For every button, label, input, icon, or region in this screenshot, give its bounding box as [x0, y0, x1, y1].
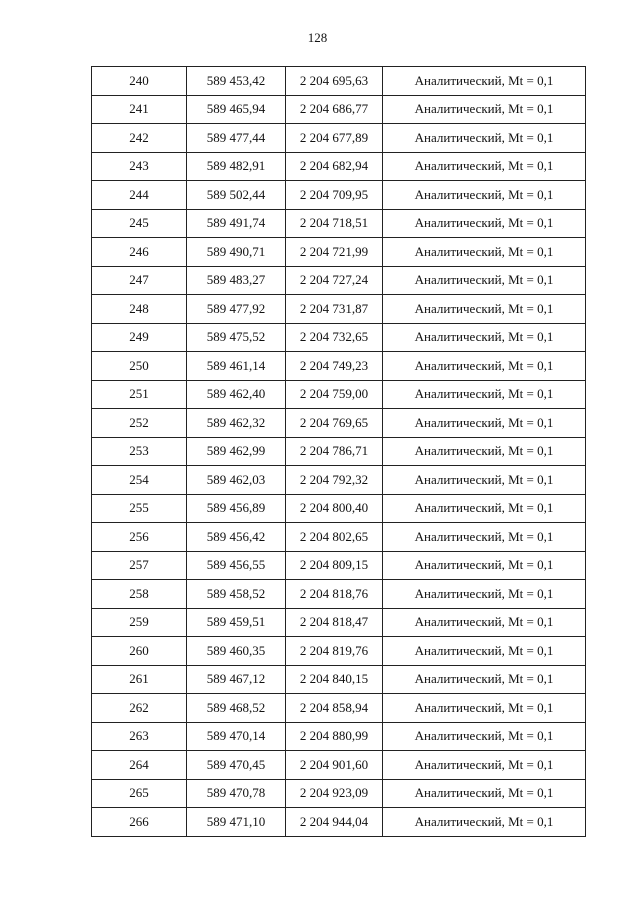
point-number-cell: 257	[92, 551, 187, 580]
method-cell: Аналитический, Mt = 0,1	[383, 779, 586, 808]
method-cell: Аналитический, Mt = 0,1	[383, 380, 586, 409]
method-cell: Аналитический, Mt = 0,1	[383, 437, 586, 466]
x-coordinate-cell: 589 477,92	[187, 295, 286, 324]
x-coordinate-cell: 589 462,03	[187, 466, 286, 495]
method-cell: Аналитический, Mt = 0,1	[383, 608, 586, 637]
x-coordinate-cell: 589 461,14	[187, 352, 286, 381]
x-coordinate-cell: 589 456,55	[187, 551, 286, 580]
method-cell: Аналитический, Mt = 0,1	[383, 637, 586, 666]
method-cell: Аналитический, Mt = 0,1	[383, 352, 586, 381]
y-coordinate-cell: 2 204 695,63	[286, 67, 383, 96]
point-number-cell: 253	[92, 437, 187, 466]
method-cell: Аналитический, Mt = 0,1	[383, 494, 586, 523]
y-coordinate-cell: 2 204 786,71	[286, 437, 383, 466]
x-coordinate-cell: 589 482,91	[187, 152, 286, 181]
point-number-cell: 261	[92, 665, 187, 694]
point-number-cell: 262	[92, 694, 187, 723]
point-number-cell: 248	[92, 295, 187, 324]
table-row	[92, 637, 586, 666]
coordinates-table-body	[92, 67, 586, 837]
table-row	[92, 380, 586, 409]
point-number-cell: 252	[92, 409, 187, 438]
table-row	[92, 266, 586, 295]
table-row	[92, 466, 586, 495]
x-coordinate-cell: 589 470,45	[187, 751, 286, 780]
method-cell: Аналитический, Mt = 0,1	[383, 580, 586, 609]
point-number-cell: 260	[92, 637, 187, 666]
y-coordinate-cell: 2 204 923,09	[286, 779, 383, 808]
point-number-cell: 263	[92, 722, 187, 751]
method-cell: Аналитический, Mt = 0,1	[383, 665, 586, 694]
table-row	[92, 551, 586, 580]
y-coordinate-cell: 2 204 682,94	[286, 152, 383, 181]
x-coordinate-cell: 589 470,14	[187, 722, 286, 751]
table-row	[92, 352, 586, 381]
x-coordinate-cell: 589 475,52	[187, 323, 286, 352]
y-coordinate-cell: 2 204 800,40	[286, 494, 383, 523]
point-number-cell: 249	[92, 323, 187, 352]
y-coordinate-cell: 2 204 819,76	[286, 637, 383, 666]
method-cell: Аналитический, Mt = 0,1	[383, 466, 586, 495]
x-coordinate-cell: 589 453,42	[187, 67, 286, 96]
method-cell: Аналитический, Mt = 0,1	[383, 67, 586, 96]
table-row	[92, 779, 586, 808]
point-number-cell: 241	[92, 95, 187, 124]
page-number: 128	[307, 30, 328, 45]
method-cell: Аналитический, Mt = 0,1	[383, 551, 586, 580]
method-cell: Аналитический, Mt = 0,1	[383, 409, 586, 438]
method-cell: Аналитический, Mt = 0,1	[383, 238, 586, 267]
method-cell: Аналитический, Mt = 0,1	[383, 722, 586, 751]
y-coordinate-cell: 2 204 944,04	[286, 808, 383, 837]
method-cell: Аналитический, Mt = 0,1	[383, 124, 586, 153]
point-number-cell: 243	[92, 152, 187, 181]
table-row	[92, 751, 586, 780]
method-cell: Аналитический, Mt = 0,1	[383, 181, 586, 210]
x-coordinate-cell: 589 490,71	[187, 238, 286, 267]
method-cell: Аналитический, Mt = 0,1	[383, 694, 586, 723]
y-coordinate-cell: 2 204 792,32	[286, 466, 383, 495]
table-row	[92, 437, 586, 466]
x-coordinate-cell: 589 459,51	[187, 608, 286, 637]
table-row	[92, 95, 586, 124]
point-number-cell: 265	[92, 779, 187, 808]
point-number-cell: 264	[92, 751, 187, 780]
method-cell: Аналитический, Mt = 0,1	[383, 266, 586, 295]
method-cell: Аналитический, Mt = 0,1	[383, 751, 586, 780]
y-coordinate-cell: 2 204 880,99	[286, 722, 383, 751]
table-row	[92, 67, 586, 96]
y-coordinate-cell: 2 204 677,89	[286, 124, 383, 153]
x-coordinate-cell: 589 502,44	[187, 181, 286, 210]
method-cell: Аналитический, Mt = 0,1	[383, 295, 586, 324]
table-row	[92, 152, 586, 181]
point-number-cell: 244	[92, 181, 187, 210]
point-number-cell: 254	[92, 466, 187, 495]
y-coordinate-cell: 2 204 731,87	[286, 295, 383, 324]
method-cell: Аналитический, Mt = 0,1	[383, 209, 586, 238]
point-number-cell: 251	[92, 380, 187, 409]
table-row	[92, 181, 586, 210]
x-coordinate-cell: 589 491,74	[187, 209, 286, 238]
table-row	[92, 722, 586, 751]
y-coordinate-cell: 2 204 901,60	[286, 751, 383, 780]
x-coordinate-cell: 589 483,27	[187, 266, 286, 295]
table-row	[92, 295, 586, 324]
table-row	[92, 494, 586, 523]
table-row	[92, 124, 586, 153]
x-coordinate-cell: 589 462,99	[187, 437, 286, 466]
table-row	[92, 409, 586, 438]
y-coordinate-cell: 2 204 686,77	[286, 95, 383, 124]
method-cell: Аналитический, Mt = 0,1	[383, 152, 586, 181]
y-coordinate-cell: 2 204 732,65	[286, 323, 383, 352]
table-row	[92, 323, 586, 352]
table-row	[92, 665, 586, 694]
table-row	[92, 694, 586, 723]
y-coordinate-cell: 2 204 809,15	[286, 551, 383, 580]
y-coordinate-cell: 2 204 759,00	[286, 380, 383, 409]
x-coordinate-cell: 589 458,52	[187, 580, 286, 609]
table-row	[92, 608, 586, 637]
x-coordinate-cell: 589 460,35	[187, 637, 286, 666]
y-coordinate-cell: 2 204 718,51	[286, 209, 383, 238]
x-coordinate-cell: 589 467,12	[187, 665, 286, 694]
y-coordinate-cell: 2 204 721,99	[286, 238, 383, 267]
x-coordinate-cell: 589 462,40	[187, 380, 286, 409]
y-coordinate-cell: 2 204 840,15	[286, 665, 383, 694]
method-cell: Аналитический, Mt = 0,1	[383, 808, 586, 837]
point-number-cell: 246	[92, 238, 187, 267]
x-coordinate-cell: 589 456,89	[187, 494, 286, 523]
point-number-cell: 259	[92, 608, 187, 637]
table-row	[92, 580, 586, 609]
x-coordinate-cell: 589 456,42	[187, 523, 286, 552]
y-coordinate-cell: 2 204 749,23	[286, 352, 383, 381]
x-coordinate-cell: 589 477,44	[187, 124, 286, 153]
point-number-cell: 266	[92, 808, 187, 837]
table-row	[92, 808, 586, 837]
x-coordinate-cell: 589 462,32	[187, 409, 286, 438]
y-coordinate-cell: 2 204 818,76	[286, 580, 383, 609]
method-cell: Аналитический, Mt = 0,1	[383, 95, 586, 124]
point-number-cell: 258	[92, 580, 187, 609]
point-number-cell: 245	[92, 209, 187, 238]
x-coordinate-cell: 589 471,10	[187, 808, 286, 837]
table-row	[92, 238, 586, 267]
y-coordinate-cell: 2 204 769,65	[286, 409, 383, 438]
y-coordinate-cell: 2 204 802,65	[286, 523, 383, 552]
point-number-cell: 247	[92, 266, 187, 295]
method-cell: Аналитический, Mt = 0,1	[383, 523, 586, 552]
y-coordinate-cell: 2 204 818,47	[286, 608, 383, 637]
x-coordinate-cell: 589 468,52	[187, 694, 286, 723]
table-row	[92, 209, 586, 238]
point-number-cell: 255	[92, 494, 187, 523]
point-number-cell: 250	[92, 352, 187, 381]
point-number-cell: 256	[92, 523, 187, 552]
coordinates-table	[91, 66, 586, 837]
method-cell: Аналитический, Mt = 0,1	[383, 323, 586, 352]
table-row	[92, 523, 586, 552]
point-number-cell: 240	[92, 67, 187, 96]
y-coordinate-cell: 2 204 858,94	[286, 694, 383, 723]
point-number-cell: 242	[92, 124, 187, 153]
y-coordinate-cell: 2 204 709,95	[286, 181, 383, 210]
y-coordinate-cell: 2 204 727,24	[286, 266, 383, 295]
x-coordinate-cell: 589 470,78	[187, 779, 286, 808]
x-coordinate-cell: 589 465,94	[187, 95, 286, 124]
